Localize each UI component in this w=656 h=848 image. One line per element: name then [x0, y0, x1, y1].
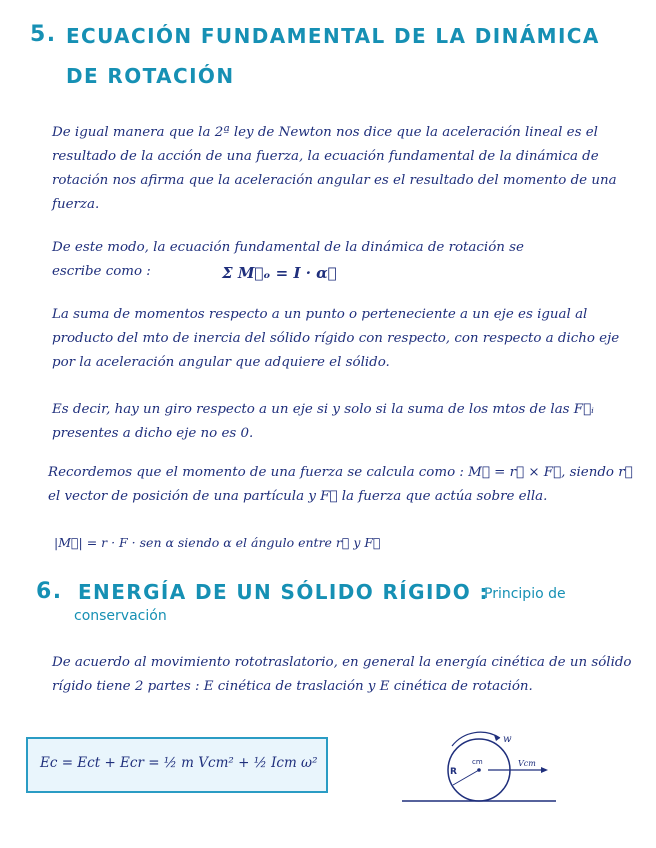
velocity-arrow-head [541, 767, 548, 773]
section-6-number: 6. [36, 579, 63, 604]
section-6-subtitle-part2: conservación [74, 608, 167, 624]
kinetic-energy-formula-box [26, 737, 328, 793]
paragraph-equation-intro-line2: escribe como : [52, 264, 151, 279]
rotation-dynamics-equation: Σ M⃗ₒ = I · α⃗ [222, 264, 337, 282]
section-6-subtitle-part1: Principio de [484, 586, 566, 602]
paragraph-kinetic-energy-parts: De acuerdo al movimiento rototraslatorio, en general la energía cinética de un sólido rígido tiene 2 partes : E cinética de traslación y E cinética de rotación. [52, 655, 632, 694]
paragraph-moment-magnitude: |M⃗| = r · F · sen α siendo α el ángulo entre r⃗ y F⃗ [54, 535, 381, 550]
paragraph-rotation-condition: Es decir, hay un giro respecto a un eje si y solo si la suma de los mtos de las F⃗ᵢ presentes a dicho eje no es 0. [52, 402, 594, 441]
paragraph-moment-definition: Recordemos que el momento de una fuerza se calcula como : M⃗ = r⃗ × F⃗, siendo r⃗ el vector de posición de una partícula y F⃗ la fuerza que actúa sobre ella. [48, 465, 633, 504]
section-6-title: ENERGÍA DE UN SÓLIDO RÍGIDO : [78, 580, 489, 604]
label-vcm: Vcm [518, 759, 536, 768]
section-5-number: 5. [30, 22, 57, 47]
paragraph-sum-of-moments: La suma de momentos respecto a un punto o perteneciente a un eje es igual al producto del mto de inercia del sólido rígido con respecto, con respecto a dicho eje por la aceleración angular que adquiere el sólido. [52, 307, 620, 370]
section-5-title-line2: DE ROTACIÓN [66, 64, 235, 88]
label-cm: cm [472, 758, 483, 766]
rolling-disk-diagram [396, 724, 562, 810]
label-radius: R [450, 767, 457, 777]
paragraph-equation-intro-line1: De este modo, la ecuación fundamental de la dinámica de rotación se [52, 240, 524, 255]
section-5-title-line1: ECUACIÓN FUNDAMENTAL DE LA DINÁMICA [66, 24, 600, 48]
kinetic-energy-formula: Ec = Ect + Ecr = ½ m Vcm² + ½ Icm ω² [40, 755, 318, 771]
paragraph-newton-analogy: De igual manera que la 2ª ley de Newton nos dice que la aceleración lineal es el resultado de la acción de una fuerza, la ecuación fundamental de la dinámica de rotación nos afirma que la aceleración angular es el resultado del momento de una fuerza. [52, 125, 617, 212]
label-omega: w [503, 734, 512, 745]
